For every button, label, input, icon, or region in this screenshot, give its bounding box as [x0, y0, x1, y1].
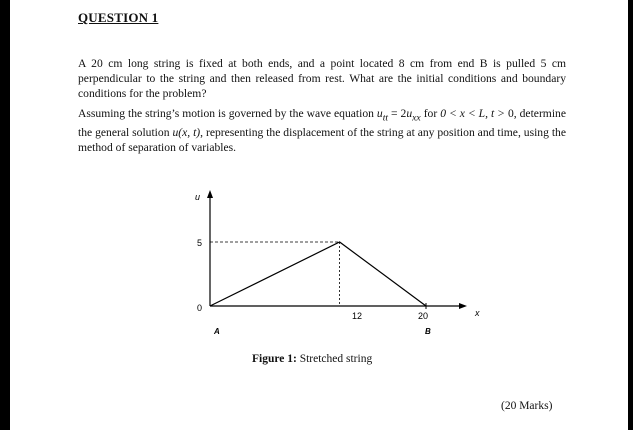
- marks-label: (20 Marks): [501, 400, 553, 412]
- figure-caption: [252, 353, 372, 365]
- end-b-label: B: [425, 327, 431, 336]
- stretched-string-figure: [170, 178, 500, 348]
- origin-label: 0: [197, 303, 203, 313]
- question-paragraph-2: [78, 106, 566, 155]
- x-axis-label: x: [475, 308, 480, 318]
- eq-u: u: [376, 107, 383, 120]
- eq-sub-tt: tt: [382, 112, 389, 124]
- para2-pre: Assuming the string’s motion is governed by the wave equation: [78, 107, 377, 120]
- question-paragraph-1: A 20 cm long string is fixed at both ends, and a point located 8 cm from end B is pulled 5 cm perpendicular to the string and then released from rest. What are the initial conditions and boundary conditions for the problem?: [78, 57, 566, 100]
- string-profile-line: [210, 242, 426, 306]
- eq-mid: = 2: [388, 107, 407, 120]
- y-tick-label-5: 5: [197, 238, 203, 248]
- x-axis-arrow: [459, 303, 467, 309]
- domain-text: 0 < x < L, t >: [440, 107, 505, 120]
- caption-text: Stretched string: [296, 353, 373, 365]
- para2-cont: 0, determine the general solution: [78, 107, 566, 140]
- caption-bold: Figure 1:: [252, 353, 297, 365]
- y-axis-arrow: [207, 190, 213, 198]
- question-heading: QUESTION 1: [78, 10, 159, 25]
- para2-post: , representing the displacement of the string at any position and time, using the method of separation of variables.: [78, 126, 566, 155]
- x-tick-label-12: 12: [352, 311, 363, 321]
- eq-sub-xx: xx: [412, 112, 421, 124]
- y-axis-label: u: [195, 192, 201, 202]
- x-tick-label-20: 20: [418, 311, 429, 321]
- end-a-label: A: [214, 327, 220, 336]
- function-u: u(x, t): [172, 126, 201, 140]
- question-page: [10, 0, 628, 430]
- for-text: for: [420, 107, 441, 120]
- eq-u2: u: [406, 107, 413, 120]
